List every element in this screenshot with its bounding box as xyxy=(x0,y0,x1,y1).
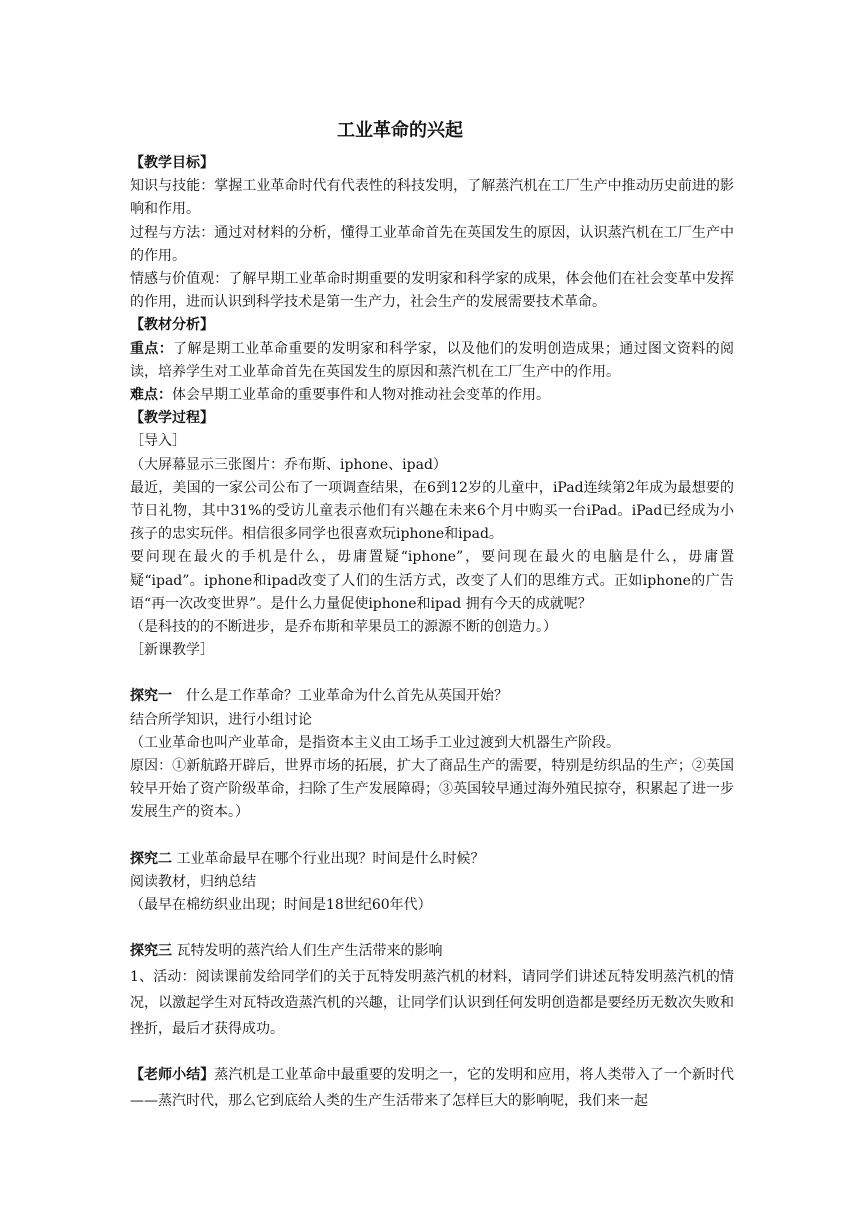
key-text: 了解是期工业革命重要的发明家和科学家，以及他们的发明创造成果；通过图文资料的阅读，培养学生对工业革命首先在英国发生的原因和蒸汽机在工厂生产中的作用。 xyxy=(130,340,734,380)
difficult-label: 难点： xyxy=(130,387,172,404)
explore-2-answer: （最早在棉纺织业出现；时间是18世纪60年代） xyxy=(130,897,432,914)
intro-answer: （是科技的的不断进步，是乔布斯和苹果员工的源源不断的创造力。） xyxy=(130,619,557,636)
explore-3-activity: 1、活动：阅读课前发给同学们的关于瓦特发明蒸汽机的材料，请同学们讲述瓦特发明蒸汽机的情况，以激起学生对瓦特改造蒸汽机的兴趣，让同学们认识到任何发明创造都是要经历无数次失败和挫折，最后才获得成功。 xyxy=(130,968,734,1037)
document-body xyxy=(130,152,734,1114)
explore-1-answer-2: 原因：①新航路开辟后，世界市场的拓展，扩大了商品生产的需要，特别是纺织品的生产；②英国较早开始了资产阶级革命，扫除了生产发展障碍；③英国较早通过海外殖民掠夺，积累起了进一步发展生产的资本。） xyxy=(130,758,734,821)
key-label: 重点： xyxy=(130,340,174,357)
summary-text: 蒸汽机是工业革命中最重要的发明之一，它的发明和应用，将人类带入了一个新时代——蒸汽时代，那么它到底给人类的生产生活带来了怎样巨大的影响呢，我们来一起 xyxy=(130,1066,735,1109)
analysis-heading: 【教材分析】 xyxy=(130,317,214,334)
intro-note: （大屏幕显示三张图片：乔布斯、iphone、ipad） xyxy=(130,456,447,473)
difficult-text: 体会早期工业革命的重要事件和人物对推动社会变革的作用。 xyxy=(172,387,550,404)
process-heading: 【教学过程】 xyxy=(130,410,214,427)
objective-values: 情感与价值观：了解早期工业革命时期重要的发明家和科学家的成果，体会他们在社会变革中发挥的作用，进而认识到科学技术是第一生产力，社会生产的发展需要技术革命。 xyxy=(130,271,734,311)
explore-3-question: 瓦特发明的蒸汽给人们生产生活带来的影响 xyxy=(172,943,443,960)
analysis-key xyxy=(130,338,734,384)
objective-knowledge: 知识与技能：掌握工业革命时代有代表性的科技发明，了解蒸汽机在工厂生产中推动历史前进的影响和作用。 xyxy=(130,178,734,218)
explore-2-label: 探究二 xyxy=(130,850,172,867)
analysis-difficult xyxy=(130,384,734,407)
summary-label: 【老师小结】 xyxy=(130,1066,215,1083)
explore-1-label: 探究一 xyxy=(130,688,172,705)
page-title: 工业革命的兴起 xyxy=(337,120,463,141)
intro-heading: ［导入］ xyxy=(130,433,186,450)
explore-2-method: 阅读教材，归纳总结 xyxy=(130,873,256,890)
objectives-heading: 【教学目标】 xyxy=(130,155,214,171)
explore-3-label: 探究三 xyxy=(130,943,172,960)
new-lesson-heading: ［新课教学］ xyxy=(130,642,214,659)
explore-2 xyxy=(130,848,734,871)
intro-paragraph-1: 最近，美国的一家公司公布了一项调查结果，在6到12岁的儿童中，iPad连续第2年成为最想要的节日礼物，其中31%的受访儿童表示他们有兴趣在未来6个月中购买一台iPad。iPad已经成为小孩子的忠实玩伴。相信很多同学也很喜欢玩iphone和ipad。 xyxy=(130,479,734,543)
explore-1-question: 什么是工作革命？工业革命为什么首先从英国开始？ xyxy=(172,688,508,705)
explore-1-answer-1: （工业革命也叫产业革命，是指资本主义由工场手工业过渡到大机器生产阶段。 xyxy=(130,734,620,751)
explore-2-question: 工业革命最早在哪个行业出现？时间是什么时候？ xyxy=(172,850,485,867)
explore-1 xyxy=(130,685,734,708)
explore-1-method: 结合所学知识，进行小组讨论 xyxy=(130,711,312,728)
explore-3 xyxy=(130,940,734,963)
intro-paragraph-2: 要问现在最火的手机是什么，毋庸置疑“iphone”，要问现在最火的电脑是什么，毋庸置疑“ipad”。iphone和ipad改变了人们的生活方式，改变了人们的思维方式。正如iphone的广告语“再一次改变世界”。是什么力量促使iphone和ipad 拥有今天的成就呢？ xyxy=(130,549,734,612)
teacher-summary xyxy=(130,1062,734,1114)
objective-process: 过程与方法：通过对材料的分析，懂得工业革命首先在英国发生的原因，认识蒸汽机在工厂生产中的作用。 xyxy=(130,224,734,264)
